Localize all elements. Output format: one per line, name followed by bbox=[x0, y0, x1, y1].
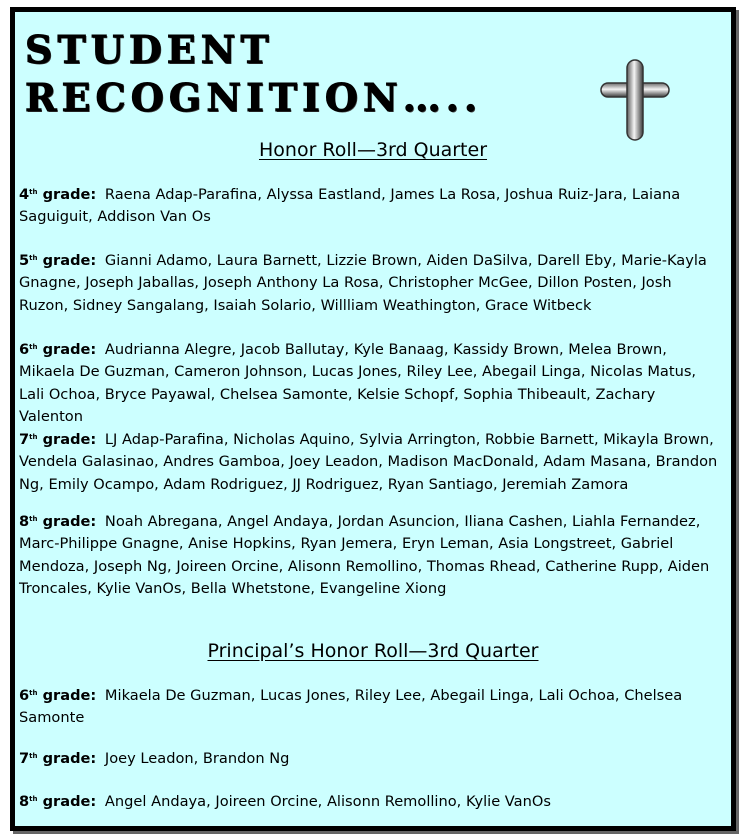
principals-grade-7 bbox=[19, 745, 719, 770]
honor-roll-grade-8 bbox=[19, 508, 719, 600]
title-line-2: RECOGNITION….. bbox=[25, 75, 483, 120]
student-names: Gianni Adamo, Laura Barnett, Lizzie Brown, Aiden DaSilva, Darell Eby, Marie-Kayla Gnagne, Joseph Jaballas, Joseph Anthony La Rosa, Christopher McGee, Dillon Posten, Josh Ruzon, Sidney Sangalang, Isaiah Solario, Willliam Weathington, Grace Witbeck bbox=[19, 252, 707, 314]
principals-grade-6 bbox=[19, 682, 719, 730]
student-names: Joey Leadon, Brandon Ng bbox=[104, 750, 290, 767]
grade-label: 8th grade: bbox=[19, 793, 97, 810]
recognition-panel bbox=[10, 7, 736, 831]
student-names: Audrianna Alegre, Jacob Ballutay, Kyle Banaag, Kassidy Brown, Melea Brown, Mikaela De Guzman, Cameron Johnson, Lucas Jones, Riley Lee, Abegail Linga, Nicolas Matus, Lali Ochoa, Bryce Payawal, Chelsea Samonte, Kelsie Schopf, Sophia Thibeault, Zachary Valenton bbox=[19, 341, 697, 425]
honor-roll-grade-5 bbox=[19, 247, 719, 317]
grade-label: 6th grade: bbox=[19, 341, 97, 358]
title-line-1: STUDENT bbox=[25, 27, 274, 72]
principals-grade-8 bbox=[19, 788, 719, 813]
honor-roll-heading: Honor Roll—3rd Quarter bbox=[258, 139, 488, 161]
student-names: Mikaela De Guzman, Lucas Jones, Riley Lee, Abegail Linga, Lali Ochoa, Chelsea Samonte bbox=[19, 687, 683, 727]
student-names: LJ Adap-Parafina, Nicholas Aquino, Sylvia Arrington, Robbie Barnett, Mikayla Brown, Vendela Galasinao, Andres Gamboa, Joey Leadon, Madison MacDonald, Adam Masana, Brandon Ng, Emily Ocampo, Adam Rodriguez, JJ Rodriguez, Ryan Santiago, Jeremiah Zamora bbox=[19, 431, 718, 493]
student-names: Raena Adap-Parafina, Alyssa Eastland, James La Rosa, Joshua Ruiz-Jara, Laiana Saguiguit, Addison Van Os bbox=[19, 186, 681, 226]
honor-roll-grade-7 bbox=[19, 426, 719, 496]
student-names: Noah Abregana, Angel Andaya, Jordan Asuncion, Iliana Cashen, Liahla Fernandez, Marc-Philippe Gnagne, Anise Hopkins, Ryan Jemera, Eryn Leman, Asia Longstreet, Gabriel Mendoza, Joseph Ng, Joireen Orcine, Alisonn Remollino, Thomas Rhead, Catherine Rupp, Aiden Troncales, Kylie VanOs, Bella Whetstone, Evangeline Xiong bbox=[19, 513, 710, 597]
grade-label: 4th grade: bbox=[19, 186, 97, 203]
grade-label: 7th grade: bbox=[19, 750, 97, 767]
grade-label: 6th grade: bbox=[19, 687, 97, 704]
cross-icon bbox=[598, 57, 672, 143]
grade-label: 7th grade: bbox=[19, 431, 97, 448]
honor-roll-grade-4 bbox=[19, 181, 719, 229]
principals-honor-roll-heading: Principal’s Honor Roll—3rd Quarter bbox=[207, 640, 539, 662]
honor-roll-grade-6 bbox=[19, 336, 719, 428]
student-names: Angel Andaya, Joireen Orcine, Alisonn Remollino, Kylie VanOs bbox=[104, 793, 551, 810]
page-title bbox=[25, 26, 585, 122]
grade-label: 8th grade: bbox=[19, 513, 97, 530]
grade-label: 5th grade: bbox=[19, 252, 97, 269]
